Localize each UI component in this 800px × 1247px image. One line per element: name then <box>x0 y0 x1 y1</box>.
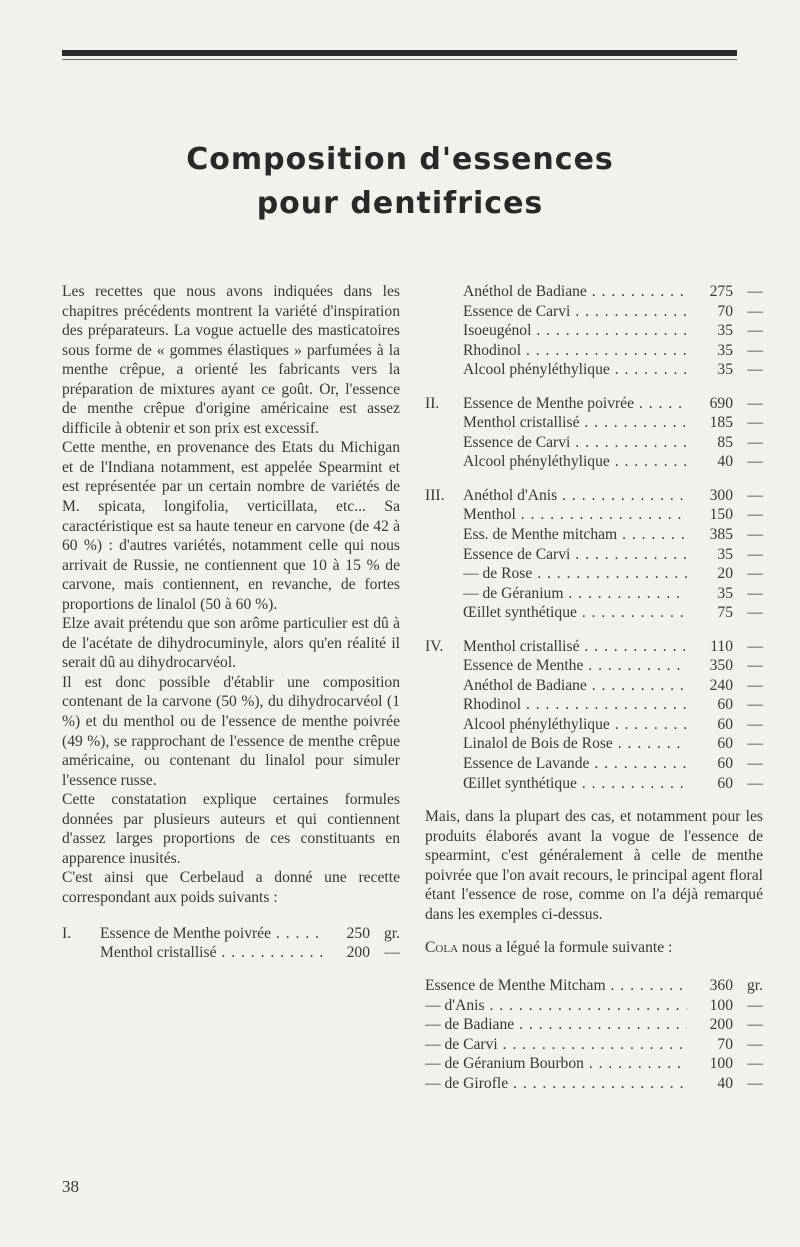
formula-row <box>425 1035 763 1055</box>
ingredient-name: Alcool phényléthylique . . . <box>463 360 687 380</box>
formula-row <box>425 695 763 715</box>
ingredient-unit: — <box>747 996 763 1014</box>
ingredient-value: 70 <box>687 302 733 322</box>
ingredient-name: — de Rose . . . <box>463 564 687 584</box>
formula-row <box>425 976 763 996</box>
ingredient-name: Rhodinol . . . <box>463 695 687 715</box>
ingredient-value: 35 <box>687 545 733 565</box>
formula-row <box>425 341 763 361</box>
ingredient-unit: — <box>747 453 763 471</box>
ingredient-unit: — <box>747 584 763 602</box>
ingredient-name: Menthol cristallisé . . . <box>100 943 324 963</box>
ingredient-value: 35 <box>687 341 733 361</box>
ingredient-name: Anéthol de Badiane . . . <box>463 282 687 302</box>
formula-row <box>425 603 763 623</box>
ingredient-value: 60 <box>687 734 733 754</box>
right-column <box>425 282 763 1093</box>
top-rule-thin <box>62 59 737 60</box>
ingredient-name: — de Carvi . . . <box>425 1035 687 1055</box>
formula-number: I. <box>62 924 72 942</box>
ingredient-name: Essence de Carvi . . . <box>463 302 687 322</box>
ingredient-unit: — <box>747 735 763 753</box>
formula-row <box>425 545 763 565</box>
ingredient-unit: — <box>747 696 763 714</box>
ingredient-value: 275 <box>687 282 733 302</box>
formula-number: III. <box>425 486 445 504</box>
ingredient-value: 250 <box>324 924 370 944</box>
formula-row <box>425 564 763 584</box>
ingredient-name: Essence de Menthe Mitcham . . . <box>425 976 687 996</box>
ingredient-name: Œillet synthétique . . . <box>463 774 687 794</box>
ingredient-name: Menthol . . . <box>463 505 687 525</box>
ingredient-unit: gr. <box>746 976 763 994</box>
formula-row <box>425 734 763 754</box>
paragraph-cola <box>425 938 763 958</box>
ingredient-unit: gr. <box>383 924 400 942</box>
ingredient-name: Linalol de Bois de Rose . . . <box>463 734 687 754</box>
ingredient-name: Essence de Menthe poivrée . . . <box>463 394 687 414</box>
formula-row <box>62 943 400 963</box>
ingredient-unit: — <box>747 565 763 583</box>
ingredient-value: 100 <box>687 996 733 1016</box>
ingredient-value: 60 <box>687 754 733 774</box>
ingredient-unit: — <box>747 755 763 773</box>
ingredient-name: — d'Anis . . . <box>425 996 687 1016</box>
formula-row <box>425 525 763 545</box>
ingredient-value: 350 <box>687 656 733 676</box>
ingredient-value: 40 <box>687 1074 733 1094</box>
formula-row <box>62 924 400 944</box>
title-line-1: Composition d'essences <box>186 142 614 177</box>
ingredient-value: 110 <box>687 637 733 657</box>
paragraph-elze: Elze avait prétendu que son arôme particulier est dû à de l'acétate de dihydrocuminyle, alors qu'en réalité il serait dû au dihydrocarvéol. <box>62 615 400 672</box>
ingredient-value: 75 <box>687 603 733 623</box>
ingredient-name: Essence de Lavande . . . <box>463 754 687 774</box>
ingredient-value: 20 <box>687 564 733 584</box>
formula-I-continued <box>425 282 763 380</box>
ingredient-unit: — <box>747 545 763 563</box>
ingredient-unit: — <box>747 657 763 675</box>
ingredient-unit: — <box>747 486 763 504</box>
ingredient-name: Essence de Menthe poivrée . . . <box>100 924 324 944</box>
formula-row <box>425 774 763 794</box>
ingredient-unit: — <box>747 394 763 412</box>
ingredient-unit: — <box>747 506 763 524</box>
paragraph-cerbelaud: C'est ainsi que Cerbelaud a donné une recette correspondant aux poids suivants : <box>62 869 400 906</box>
page-title <box>0 138 800 226</box>
ingredient-value: 85 <box>687 433 733 453</box>
formula-row <box>425 413 763 433</box>
formula-number: IV. <box>425 637 444 655</box>
formula-row <box>425 676 763 696</box>
formula-row <box>425 715 763 735</box>
ingredient-name: — de Géranium . . . <box>463 584 687 604</box>
ingredient-value: 40 <box>687 452 733 472</box>
ingredient-value: 200 <box>687 1015 733 1035</box>
page-number: 38 <box>62 1177 79 1196</box>
formula-row <box>425 486 763 506</box>
formula-row <box>425 505 763 525</box>
ingredient-unit: — <box>747 604 763 622</box>
ingredient-name: — de Géranium Bourbon . . . <box>425 1054 687 1074</box>
title-line-2: pour dentifrices <box>256 186 544 221</box>
ingredient-unit: — <box>747 1055 763 1073</box>
ingredient-unit: — <box>747 1016 763 1034</box>
formula-row <box>425 754 763 774</box>
formula-row <box>425 302 763 322</box>
ingredient-value: 35 <box>687 584 733 604</box>
ingredient-unit: — <box>747 774 763 792</box>
ingredient-unit: — <box>747 283 763 300</box>
formula-II <box>425 394 763 472</box>
paragraph-mais: Mais, dans la plupart des cas, et notamment pour les produits élaborés avant la vogue de l'essence de spearmint, c'est généralement à celle de menthe poivrée que l'on avait recours, le principal agent floral étant l'essence de rose, comme on l'a déjà remarqué dans les exemples ci-dessus. <box>425 808 763 923</box>
ingredient-unit: — <box>747 341 763 359</box>
ingredient-unit: — <box>747 414 763 432</box>
ingredient-value: 690 <box>687 394 733 414</box>
ingredient-unit: — <box>747 1074 763 1092</box>
ingredient-name: Ess. de Menthe mitcham . . . <box>463 525 687 545</box>
ingredient-name: Essence de Carvi . . . <box>463 545 687 565</box>
paragraph-composition: Il est donc possible d'établir une composition contenant de la carvone (50 %), du dihydrocarvéol (1 %) et du menthol ou de l'essence de menthe poivrée (49 %), se rapprochant de l'essence de menthe crêpue américaine, ou contenant du linalol pour simuler l'essence russe. <box>62 673 400 789</box>
ingredient-name: Isoeugénol . . . <box>463 321 687 341</box>
formula-row <box>425 282 763 302</box>
ingredient-name: — de Girofle . . . <box>425 1074 687 1094</box>
ingredient-value: 100 <box>687 1054 733 1074</box>
ingredient-value: 60 <box>687 715 733 735</box>
cola-intro-text: nous a légué la formule suivante : <box>458 939 673 957</box>
ingredient-name: Rhodinol . . . <box>463 341 687 361</box>
ingredient-unit: — <box>747 676 763 694</box>
ingredient-value: 35 <box>687 360 733 380</box>
ingredient-value: 150 <box>687 505 733 525</box>
paragraph-intro: Les recettes que nous avons indiquées dans les chapitres précédents montrent la variété d'inspiration des préparateurs. La vogue actuelle des masticatoires sous forme de « gommes élastiques » parfumées à la menthe crêpue, a orienté les fabricants vers la préparation de mixtures ayant ce goût. Or, l'essence de menthe crêpue d'origine américaine est assez difficile à obtenir et son prix est excessif. <box>62 283 400 437</box>
ingredient-unit: — <box>747 526 763 544</box>
formula-number: II. <box>425 394 440 412</box>
ingredient-name: Alcool phényléthylique . . . <box>463 715 687 735</box>
ingredient-value: 185 <box>687 413 733 433</box>
ingredient-value: 60 <box>687 695 733 715</box>
top-rule <box>62 50 737 56</box>
formula-cola <box>425 976 763 1093</box>
formula-row <box>425 360 763 380</box>
ingredient-unit: — <box>747 302 763 320</box>
ingredient-value: 240 <box>687 676 733 696</box>
paragraph-spearmint: Cette menthe, en provenance des Etats du Michigan et de l'Indiana notamment, est appelée Spearmint et est représentée par un certain nombre de variétés de M. spicata, longifolia, verticillata, etc... Sa caractéristique est sa haute teneur en carvone (de 42 à 60 %) : d'autres variétés, notamment celle qui nous arrivait de Russie, ne contiennent que 10 à 15 % de carvone, mais contiennent, en revanche, de fortes proportions de linalol (50 à 60 %). <box>62 439 400 613</box>
ingredient-name: Menthol cristallisé . . . <box>463 637 687 657</box>
ingredient-name: Essence de Carvi . . . <box>463 433 687 453</box>
formula-row <box>425 584 763 604</box>
ingredient-unit: — <box>747 361 763 379</box>
ingredient-name: Essence de Menthe . . . <box>463 656 687 676</box>
formula-row <box>425 1054 763 1074</box>
paragraph-constatation: Cette constatation explique certaines formules données par plusieurs auteurs et qui contiennent d'assez larges proportions de ces constituants en apparence inusités. <box>62 791 400 867</box>
formula-row <box>425 1015 763 1035</box>
ingredient-value: 300 <box>687 486 733 506</box>
ingredient-name: Menthol cristallisé . . . <box>463 413 687 433</box>
formula-IV <box>425 637 763 793</box>
ingredient-name: Alcool phényléthylique . . . <box>463 452 687 472</box>
formula-row <box>425 996 763 1016</box>
ingredient-name: Œillet synthétique . . . <box>463 603 687 623</box>
ingredient-name: Anéthol de Badiane . . . <box>463 676 687 696</box>
ingredient-name: — de Badiane . . . <box>425 1015 687 1035</box>
ingredient-value: 35 <box>687 321 733 341</box>
formula-row <box>425 656 763 676</box>
ingredient-value: 60 <box>687 774 733 794</box>
formula-row <box>425 321 763 341</box>
ingredient-value: 70 <box>687 1035 733 1055</box>
ingredient-name: Anéthol d'Anis . . . <box>463 486 687 506</box>
formula-I-start <box>62 924 400 963</box>
ingredient-unit: — <box>384 944 400 962</box>
formula-III <box>425 486 763 623</box>
author-cola: Cola <box>425 939 459 957</box>
formula-row <box>425 452 763 472</box>
formula-row <box>425 433 763 453</box>
ingredient-unit: — <box>747 322 763 340</box>
ingredient-unit: — <box>747 637 763 655</box>
ingredient-value: 360 <box>687 976 733 996</box>
ingredient-value: 385 <box>687 525 733 545</box>
formula-row <box>425 637 763 657</box>
ingredient-unit: — <box>747 1035 763 1053</box>
ingredient-value: 200 <box>324 943 370 963</box>
ingredient-unit: — <box>747 433 763 451</box>
formula-row <box>425 1074 763 1094</box>
left-column <box>62 282 400 963</box>
formula-row <box>425 394 763 414</box>
ingredient-unit: — <box>747 715 763 733</box>
